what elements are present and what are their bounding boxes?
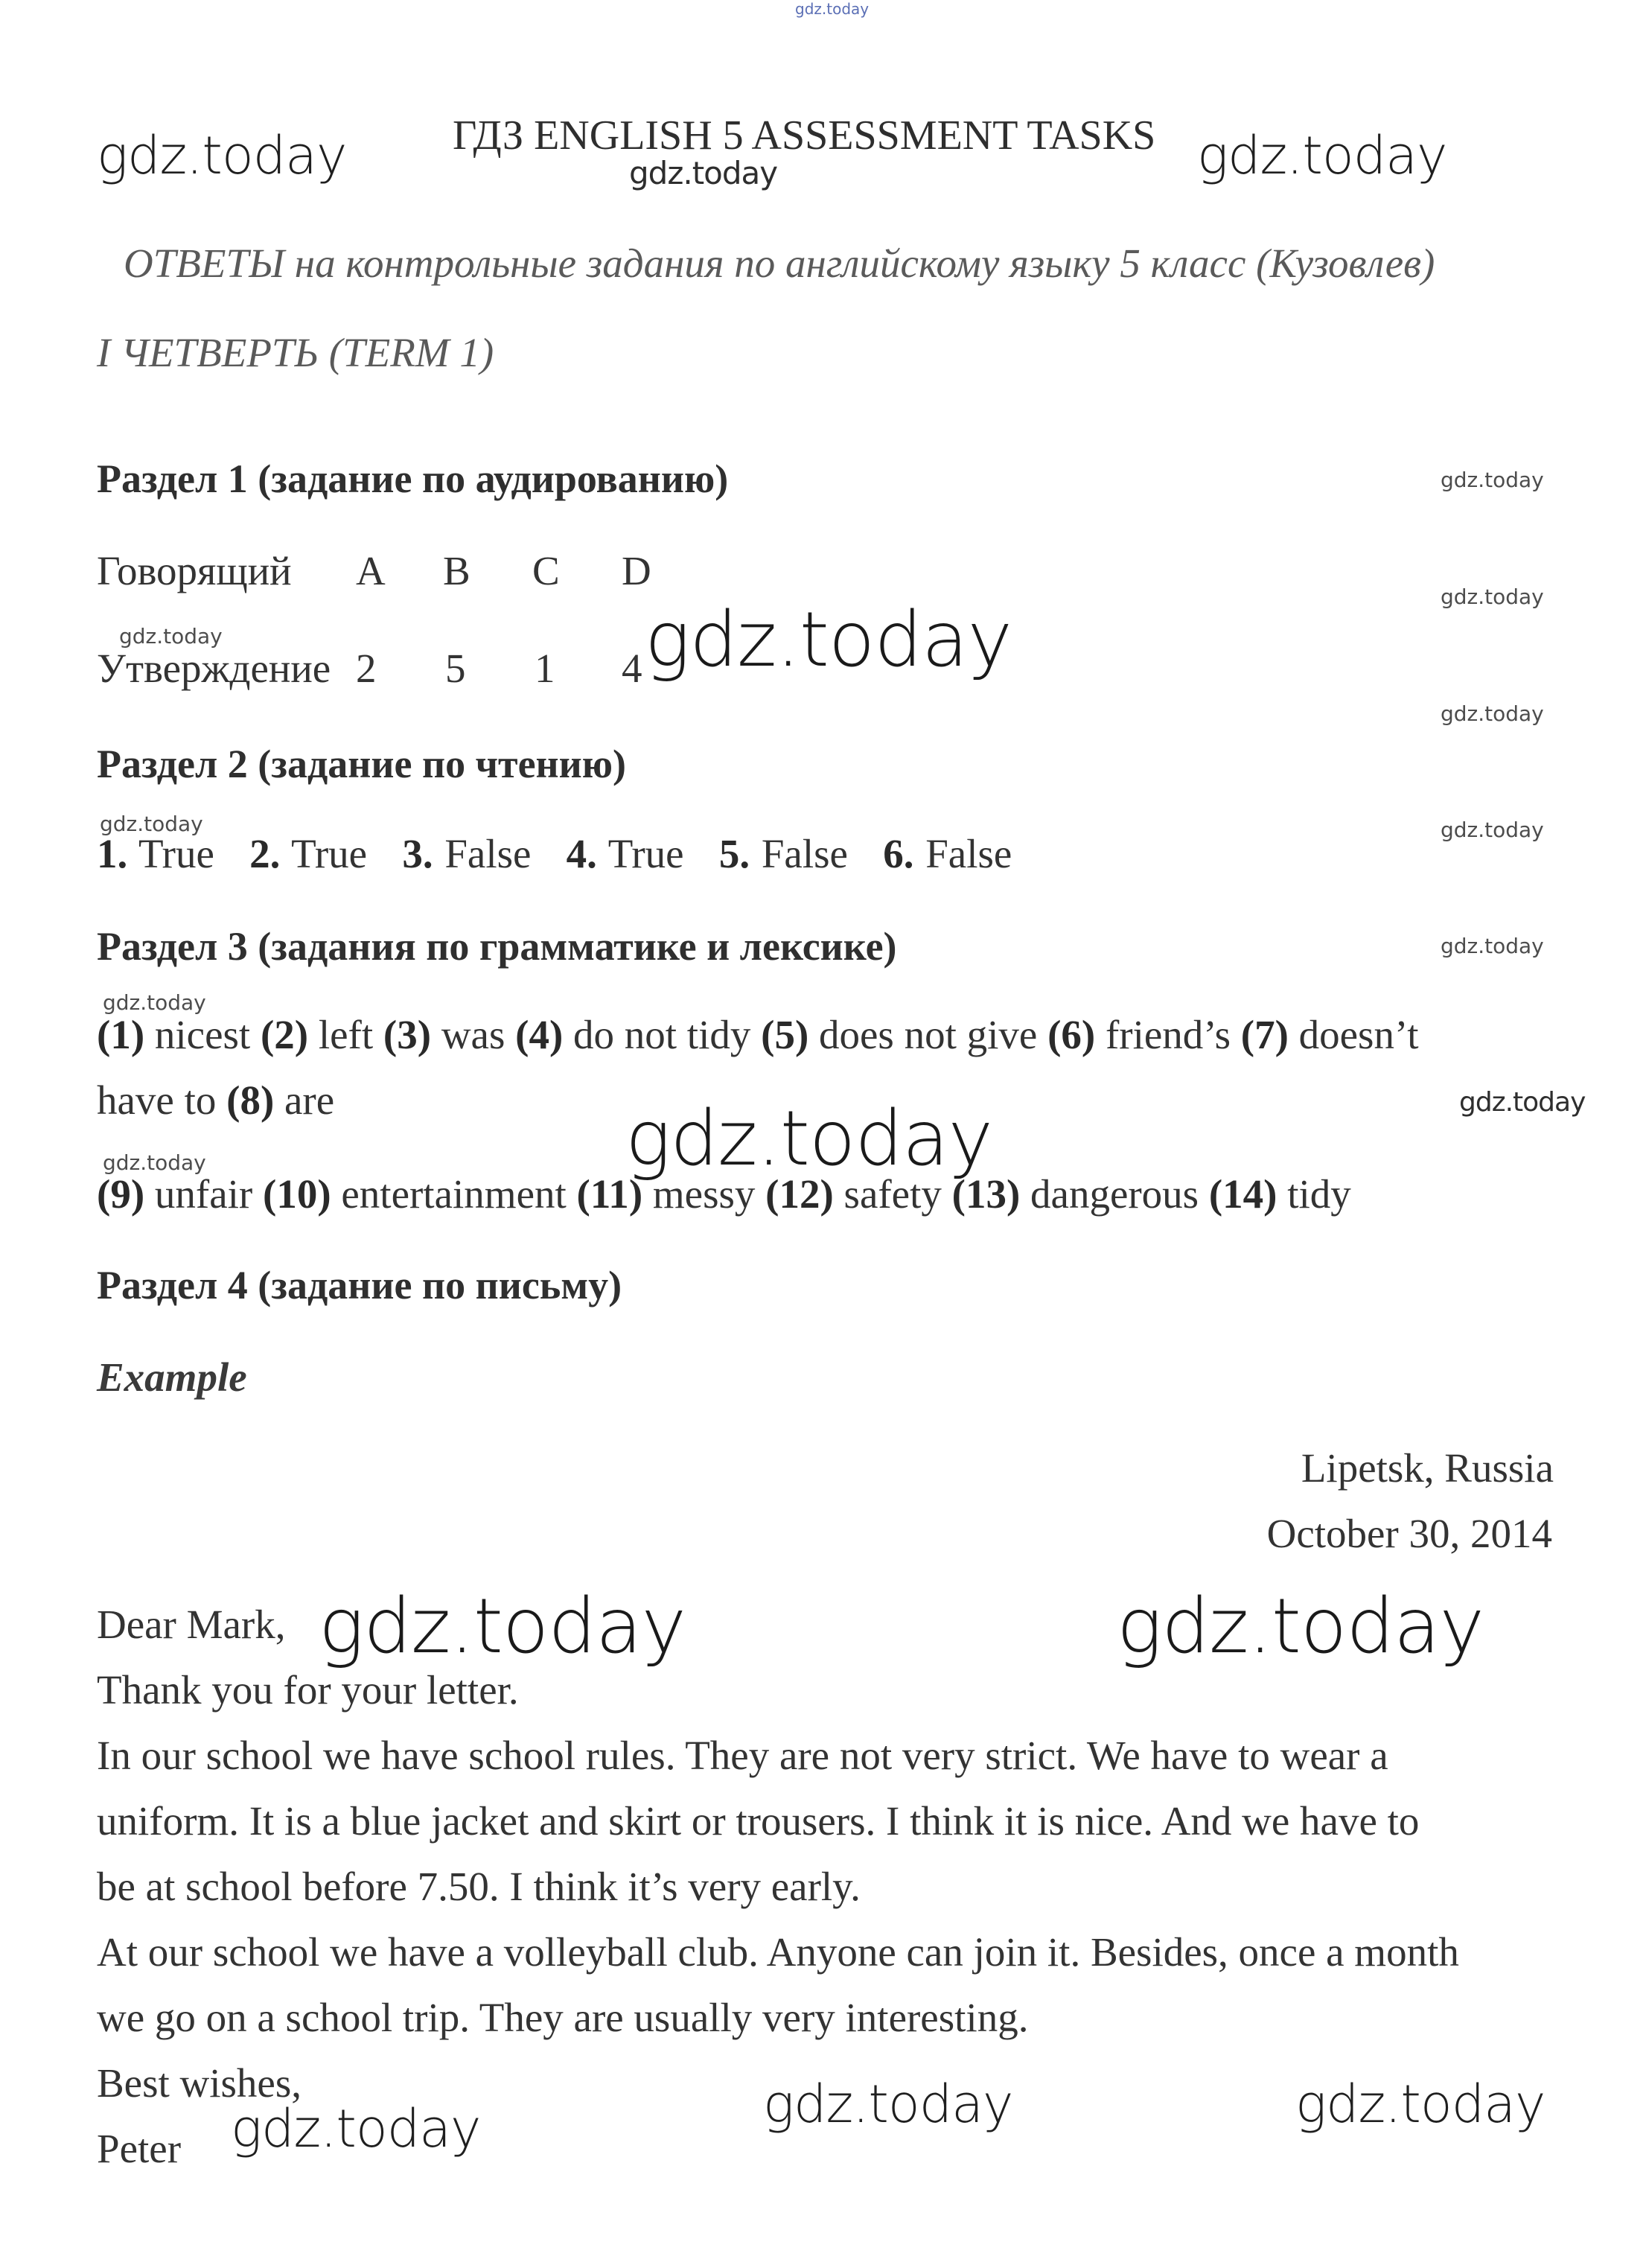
answer-num: 2 <box>274 1012 295 1057</box>
speaker-row-label: Говорящий <box>97 548 292 593</box>
answer-num: 8 <box>240 1077 261 1123</box>
statement-a: 2 <box>356 646 377 691</box>
watermark: gdz.today <box>1441 468 1544 492</box>
answer-num: 6 <box>1061 1012 1082 1057</box>
speaker-a: A <box>356 548 386 593</box>
answer-num: 3. <box>402 831 433 876</box>
answer-value: True <box>138 831 214 876</box>
letter-closing: Best wishes, <box>97 2060 302 2106</box>
answer-value: entertainment <box>341 1171 567 1217</box>
speaker-d: D <box>622 548 651 593</box>
letter-line: uniform. It is a blue jacket and skirt or trousers. I think it is nice. And we have to <box>97 1798 1420 1844</box>
letter-date: October 30, 2014 <box>1266 1511 1552 1556</box>
answer-num: 14 <box>1222 1171 1264 1217</box>
answer-num: 4. <box>566 831 597 876</box>
answer-num: 6. <box>883 831 914 876</box>
speaker-c: C <box>532 548 560 593</box>
answer-value: friend’s <box>1105 1012 1231 1057</box>
watermark: gdz.today <box>103 990 206 1015</box>
answer-num: 10 <box>276 1171 318 1217</box>
term-label: I ЧЕТВЕРТЬ (TERM 1) <box>97 330 494 375</box>
answer-value: nicest <box>154 1012 251 1057</box>
watermark: gdz.today <box>1441 818 1544 842</box>
letter-line: At our school we have a volleyball club. Anyone can join it. Besides, once a month <box>97 1929 1459 1975</box>
answer-num: 5. <box>718 831 750 876</box>
letter-address: Lipetsk, Russia <box>1301 1445 1554 1491</box>
answer-value: True <box>291 831 368 876</box>
answer-value: False <box>444 831 532 876</box>
watermark: gdz.today <box>319 1582 686 1671</box>
answer-num: 2. <box>249 831 281 876</box>
answer-value: are <box>284 1077 335 1123</box>
watermark: gdz.today <box>1441 584 1544 609</box>
speaker-b: B <box>443 548 470 593</box>
letter-line: we go on a school trip. They are usually very interesting. <box>97 1995 1029 2040</box>
watermark: gdz.today <box>103 1150 206 1175</box>
answer-value: was <box>441 1012 505 1057</box>
answer-value: dangerous <box>1030 1171 1199 1217</box>
answer-num: 7 <box>1254 1012 1275 1057</box>
section4-heading: Раздел 4 (задание по письму) <box>97 1263 622 1307</box>
watermark: gdz.today <box>1197 125 1447 186</box>
grammar-answers-line3: (9) unfair (10) entertainment (11) messy (12) safety (13) dangerous (14) tidy <box>97 1171 1351 1217</box>
watermark: gdz.today <box>100 812 203 836</box>
answer-value: does not give <box>819 1012 1038 1057</box>
answer-value: messy <box>652 1171 756 1217</box>
watermark: gdz.today <box>97 125 347 186</box>
statement-b: 5 <box>445 646 466 691</box>
watermark: gdz.today <box>1117 1582 1484 1671</box>
grammar-answers-line1: (1) nicest (2) left (3) was (4) do not tidy (5) does not give (6) friend’s (7) doesn’t <box>97 1012 1419 1057</box>
answer-num: 12 <box>779 1171 820 1217</box>
answer-num: 1. <box>97 831 128 876</box>
watermark: gdz.today <box>645 596 1012 684</box>
letter-signature: Peter <box>97 2126 182 2171</box>
watermark: gdz.today <box>119 624 223 649</box>
watermark: gdz.today <box>1441 934 1544 958</box>
answer-num: 11 <box>590 1171 629 1217</box>
page-subtitle: ОТВЕТЫ на контрольные задания по английскому языку 5 класс (Кузовлев) <box>124 241 1435 286</box>
watermark: gdz.today <box>629 155 778 191</box>
letter-greeting: Dear Mark, <box>97 1602 286 1647</box>
statement-c: 1 <box>535 646 555 691</box>
answer-value: tidy <box>1287 1171 1351 1217</box>
letter-line: Thank you for your letter. <box>97 1667 519 1713</box>
answer-num: 4 <box>529 1012 549 1057</box>
answer-value-part: have to <box>97 1077 217 1123</box>
watermark: gdz.today <box>625 1095 992 1183</box>
answer-num: 5 <box>774 1012 795 1057</box>
answer-num: 9 <box>110 1171 131 1217</box>
answer-value: False <box>925 831 1012 876</box>
reading-answers <box>97 830 1012 877</box>
watermark: gdz.today <box>1459 1087 1586 1118</box>
letter-line: be at school before 7.50. I think it’s very early. <box>97 1864 861 1909</box>
page-title: ГДЗ ENGLISH 5 ASSESSMENT TASKS <box>453 112 1156 159</box>
section2-heading: Раздел 2 (задание по чтению) <box>97 742 627 786</box>
answer-value: unfair <box>154 1171 253 1217</box>
answer-value-part: doesn’t <box>1298 1012 1419 1057</box>
answer-value: safety <box>843 1171 942 1217</box>
section1-heading: Раздел 1 (задание по аудированию) <box>97 456 729 501</box>
watermark: gdz.today <box>231 2098 481 2159</box>
answer-value: do not tidy <box>573 1012 751 1057</box>
example-label: Example <box>97 1354 247 1400</box>
answer-num: 13 <box>965 1171 1007 1217</box>
answer-num: 1 <box>110 1012 131 1057</box>
section3-heading: Раздел 3 (задания по грамматике и лексике) <box>97 924 897 969</box>
watermark: gdz.today <box>763 2074 1013 2135</box>
answer-value: left <box>318 1012 374 1057</box>
answer-num: 3 <box>397 1012 418 1057</box>
letter-line: In our school we have school rules. They are not very strict. We have to wear a <box>97 1733 1388 1778</box>
statement-d: 4 <box>622 646 642 691</box>
watermark-top: gdz.today <box>795 0 870 18</box>
watermark: gdz.today <box>1295 2074 1545 2135</box>
grammar-answers-line2: have to (8) are <box>97 1077 335 1123</box>
statement-row-label: Утверждение <box>97 646 331 691</box>
watermark: gdz.today <box>1441 701 1544 726</box>
answer-value: True <box>607 831 684 876</box>
answer-value: False <box>761 831 848 876</box>
